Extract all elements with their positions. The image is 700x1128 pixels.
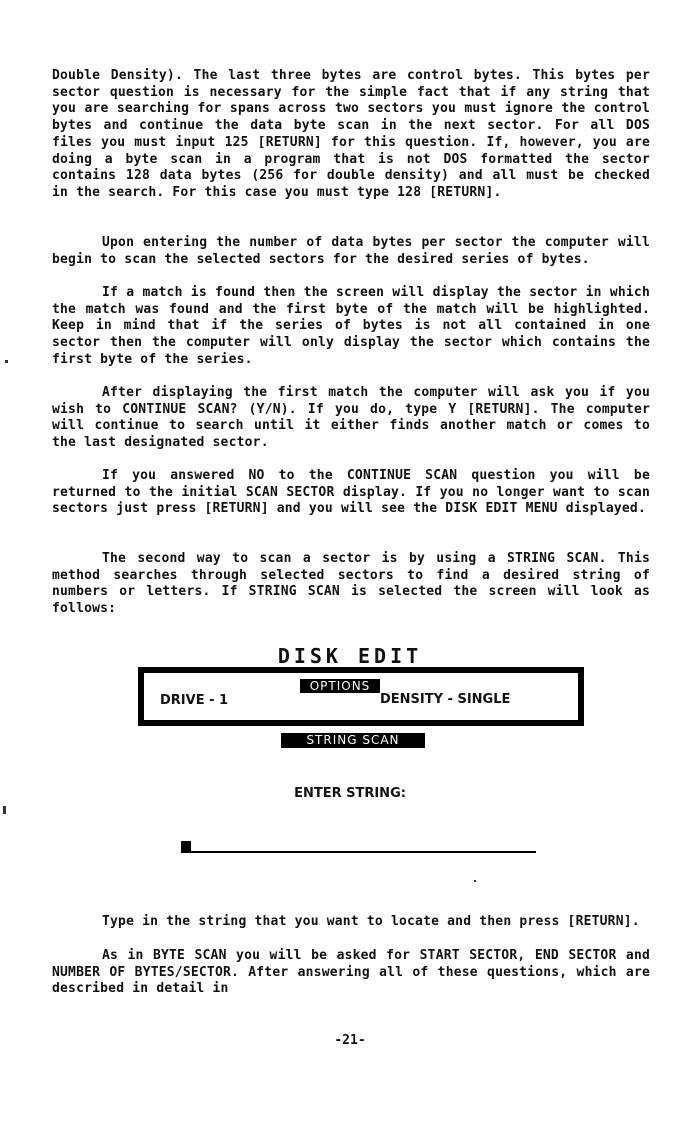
string-input-line bbox=[181, 851, 536, 853]
enter-string-prompt: ENTER STRING: bbox=[294, 786, 406, 801]
paragraph-continue-scan: After displaying the first match the computer will ask you if you wish to CONTINUE SCAN? (Y/N). If you do, type Y [RETURN]. The computer will continue to search until it either finds another match or comes to the last designated sector. bbox=[52, 385, 650, 451]
paragraph-control-bytes: Double Density). The last three bytes are control bytes. This bytes per sector question is necessary for the simple fact that if any string that you are searching for spans across two sectors you must ignore the control bytes and continue the data byte scan in the next sector. For all DOS files you must input 125 [RETURN] for this question. If, however, you are doing a byte scan in a program that is not DOS formatted the sector contains 128 data bytes (256 for double density) and all must be checked in the search. For this case you must type 128 [RETURN]. bbox=[52, 68, 650, 200]
drive-label: DRIVE - 1 bbox=[160, 693, 229, 708]
paragraph-match-found: If a match is found then the screen will display the sector in which the match was found and the first byte of the match will be highlighted. Keep in mind that if the series of bytes is not all contained in one sector then the computer will only display the sector which contains the first byte of the series. bbox=[52, 285, 650, 367]
paragraph-string-scan-intro: The second way to scan a sector is by using a STRING SCAN. This method searches through selected sectors to find a desired string of numbers or letters. If STRING SCAN is selected the screen will look as follows: bbox=[52, 551, 650, 617]
scan-speck bbox=[5, 360, 8, 363]
paragraph-answered-no: If you answered NO to the CONTINUE SCAN question you will be returned to the initial SCAN SECTOR display. If you no longer want to scan sectors just press [RETURN] and you will see the DISK EDIT MENU displayed. bbox=[52, 468, 650, 517]
paragraph-byte-scan-ref: As in BYTE SCAN you will be asked for START SECTOR, END SECTOR and NUMBER OF BYTES/SECTOR. After answering all of these questions, which are described in detail in bbox=[52, 948, 650, 997]
string-scan-badge: STRING SCAN bbox=[281, 733, 425, 748]
scan-speck bbox=[3, 806, 6, 814]
scan-speck bbox=[474, 880, 476, 882]
paragraph-type-string: Type in the string that you want to locate and then press [RETURN]. bbox=[102, 914, 640, 929]
disk-edit-title: DISK EDIT bbox=[277, 644, 423, 668]
paragraph-scan-begin: Upon entering the number of data bytes per sector the computer will begin to scan the selected sectors for the desired series of bytes. bbox=[52, 235, 650, 267]
options-badge: OPTIONS bbox=[300, 679, 380, 693]
page-number: -21- bbox=[334, 1033, 366, 1048]
density-label: DENSITY - SINGLE bbox=[380, 692, 511, 707]
